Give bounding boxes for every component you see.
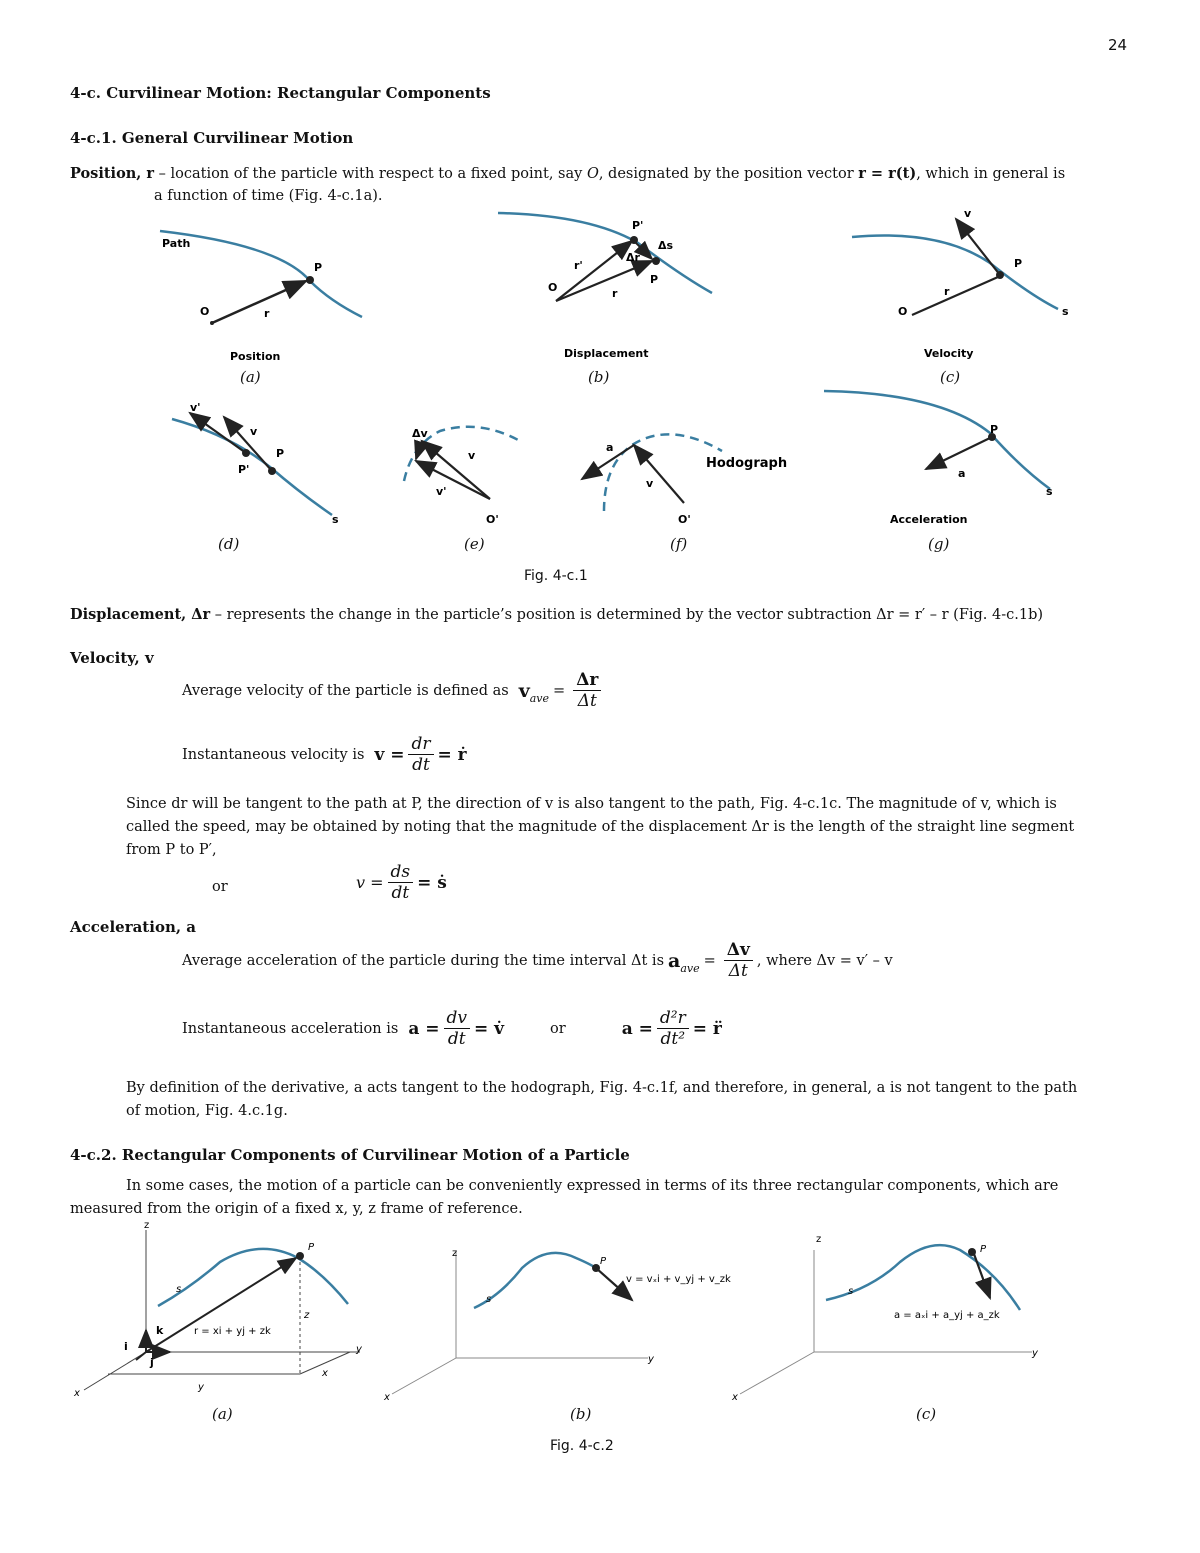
fig1-sub-c: (c) (940, 368, 961, 386)
label-x-b: x (384, 1392, 390, 1403)
label-k: k (156, 1324, 164, 1337)
position-eq: r = r(t) (858, 165, 917, 182)
fig2c-diagram (731, 1234, 1039, 1403)
label-o-c: O (898, 305, 908, 318)
inst-accel-or: or (550, 1020, 566, 1037)
label-r-eq: r = xi + yj + zk (194, 1326, 271, 1337)
label-a-f: a (606, 441, 614, 454)
position-text-1: – location of the particle with respect to a fixed point, say (154, 166, 587, 182)
avg-velocity-sub: ave (529, 692, 550, 705)
label-v-c: v (964, 207, 972, 220)
label-r-b: r (612, 287, 618, 300)
label-p-2b: P (600, 1256, 607, 1267)
label-o-prime-e: O' (486, 513, 499, 526)
speed-frac (388, 862, 414, 903)
fig1b-displacement-diagram (498, 213, 712, 360)
label-v-prime-d: v' (190, 401, 201, 414)
inst-accel2-rhs: = r̈ (692, 1018, 722, 1039)
label-p-c: P (1014, 257, 1023, 270)
fig1e-diagram (404, 427, 520, 526)
inst-accel-lhs: a = (408, 1018, 440, 1039)
label-p-prime-d: P' (238, 463, 250, 476)
label-p-d: P (276, 447, 285, 460)
fig1-caption: Fig. 4-c.1 (524, 568, 588, 584)
position-o: O (586, 166, 599, 182)
label-y-a: y (356, 1344, 362, 1355)
label-y-dim: y (198, 1382, 204, 1393)
label-p-g: P (990, 423, 999, 436)
fig1f-hodograph-diagram (582, 434, 787, 526)
label-p-2a: P (308, 1242, 315, 1253)
velocity-term: Velocity, v (70, 649, 154, 667)
label-s-c: s (1062, 305, 1069, 318)
avg-accel-where: , where Δv = v′ – v (756, 952, 893, 969)
avg-accel-frac (724, 940, 753, 981)
position-text-3: , which in general is (916, 166, 1066, 182)
fig1c-velocity-diagram (852, 207, 1069, 360)
inst-accel-den: dt (447, 1029, 466, 1049)
label-x-c: x (732, 1392, 738, 1403)
label-s-2b: s (486, 1294, 492, 1305)
avg-accel-den: Δt (728, 961, 748, 981)
rect-para-2: measured from the origin of a fixed x, y, z frame of reference. (70, 1201, 523, 1217)
section-title: 4-c. Curvilinear Motion: Rectangular Components (70, 84, 491, 102)
speed-den: dt (391, 883, 410, 903)
avg-accel-lhs: a (668, 949, 681, 972)
inst-velocity-rhs: = ṙ (437, 744, 467, 765)
label-y-b: y (648, 1354, 654, 1365)
fig2b-diagram (383, 1248, 731, 1403)
label-delta-r: Δr (626, 251, 640, 264)
label-x-dim: x (322, 1368, 328, 1379)
position-term: Position, r (70, 165, 155, 182)
inst-accel2-den: dt² (660, 1029, 686, 1049)
inst-velocity-den: dt (412, 755, 430, 775)
fig2-sub-a: (a) (212, 1405, 233, 1423)
avg-velocity-num: Δr (573, 670, 601, 691)
acceleration-term: Acceleration, a (70, 918, 197, 936)
fig1-sub-b: (b) (588, 368, 610, 386)
velocity-para-1: Since dr will be tangent to the path at P, the direction of v is also tangent to the path, Fig. 4-c.1c. The magnitude of v, which is (126, 796, 1057, 812)
label-r-c: r (944, 285, 950, 298)
inst-velocity-lhs: v = (374, 744, 405, 765)
fig1g-acceleration-diagram (824, 391, 1053, 526)
avg-velocity-frac (573, 670, 601, 711)
inst-accel-num: dv (444, 1008, 471, 1029)
inst-accel-frac (444, 1008, 471, 1049)
speed-eq (356, 862, 447, 903)
rect-para-1: In some cases, the motion of a particle can be conveniently expressed in terms of its three rectangular components, which are (126, 1178, 1059, 1194)
label-s-d: s (332, 513, 339, 526)
inst-accel-text: Instantaneous acceleration is (182, 1020, 399, 1037)
fig1d-diagram (172, 401, 339, 526)
avg-accel-eq: Average acceleration of the particle during the time interval Δt is a $_{ave}$ = $\frac{\Delta v}{\Delta t}$ , where Δv = v′ – v (182, 940, 893, 981)
accel-para-2: of motion, Fig. 4.c.1g. (126, 1103, 288, 1119)
inst-accel2-frac (657, 1008, 689, 1049)
label-i: i (124, 1340, 128, 1353)
inst-accel2-lhs: a = (621, 1018, 653, 1039)
figure-4c2 (60, 1218, 1060, 1408)
label-delta-s: Δs (658, 239, 674, 252)
avg-accel-num: Δv (724, 940, 753, 961)
label-p-prime: P' (632, 219, 644, 232)
avg-velocity-den: Δt (577, 691, 597, 711)
avg-velocity-lhs: v (518, 679, 530, 702)
label-velocity: Velocity (924, 347, 974, 360)
label-z-c: z (816, 1234, 822, 1245)
label-acceleration: Acceleration (890, 513, 968, 526)
fig1-sub-f: (f) (670, 535, 688, 553)
subsection-title-2: 4-c.2. Rectangular Components of Curvilinear Motion of a Particle (70, 1146, 630, 1164)
speed-lhs: v = (356, 873, 384, 892)
velocity-para-3: from P to P′, (126, 842, 217, 858)
label-v-e: v (468, 449, 476, 462)
subsection-title-1: 4-c.1. General Curvilinear Motion (70, 129, 354, 147)
label-hodograph: Hodograph (706, 456, 788, 471)
label-r-prime: r' (574, 259, 583, 272)
label-o: O (200, 305, 210, 318)
inst-accel2-num: d²r (657, 1008, 689, 1029)
avg-accel-text: Average acceleration of the particle during the time interval Δt is (182, 952, 665, 969)
inst-accel-eq (182, 1008, 722, 1049)
label-a-eq: a = aₓi + a_yj + a_zk (894, 1310, 1000, 1321)
displacement-paragraph (70, 603, 1043, 627)
label-delta-v-e: Δv (412, 427, 428, 440)
avg-accel-sub: ave (680, 962, 700, 975)
label-y-c: y (1032, 1348, 1038, 1359)
fig1-sub-a: (a) (240, 368, 261, 386)
label-v-f: v (646, 477, 654, 490)
label-p: P (314, 261, 323, 274)
label-v-prime-e: v' (436, 485, 447, 498)
label-s-g: s (1046, 485, 1053, 498)
page-number: 24 (1108, 36, 1128, 54)
label-x-a: x (74, 1388, 80, 1399)
label-v-eq: v = vₓi + v_yj + v_zk (626, 1274, 731, 1285)
label-v-d: v (250, 425, 258, 438)
label-s-2c: s (848, 1286, 854, 1297)
label-p-2c: P (980, 1244, 987, 1255)
label-p-b: P (650, 273, 659, 286)
label-z-dim: z (304, 1310, 310, 1321)
inst-accel-rhs: = v̇ (474, 1018, 505, 1039)
fig2-sub-c: (c) (916, 1405, 937, 1423)
label-s-2a: s (176, 1284, 182, 1295)
label-position: Position (230, 350, 281, 363)
fig2a-diagram (73, 1220, 363, 1399)
speed-rhs: = ṡ (417, 872, 447, 893)
displacement-term: Displacement, Δr (70, 606, 211, 623)
avg-velocity-eq: Average velocity of the particle is defined as v $_{ave}$ = $\frac{\Delta r}{\Delta t}$ (182, 670, 605, 711)
speed-or: or (212, 879, 228, 895)
fig2-sub-b: (b) (570, 1405, 592, 1423)
label-displacement: Displacement (564, 347, 649, 360)
label-z-b: z (452, 1248, 458, 1259)
position-paragraph-cont: a function of time (Fig. 4-c.1a). (154, 188, 383, 204)
fig1-sub-e: (e) (464, 535, 485, 553)
position-paragraph (70, 162, 1132, 186)
velocity-para-2: called the speed, may be obtained by noting that the magnitude of the displacement Δr is the length of the straight line segment (126, 819, 1075, 835)
inst-velocity-num: dr (408, 734, 433, 755)
label-o-b: O (548, 281, 558, 294)
accel-para-1: By definition of the derivative, a acts tangent to the hodograph, Fig. 4-c.1f, and therefore, in general, a is not tangent to the path (126, 1080, 1078, 1096)
speed-num: ds (388, 862, 414, 883)
inst-velocity-text: Instantaneous velocity is (182, 746, 365, 763)
label-path: Path (162, 237, 191, 250)
label-r: r (264, 307, 270, 320)
label-z-a: z (144, 1220, 150, 1231)
inst-velocity-frac (408, 734, 433, 775)
inst-velocity-eq (182, 734, 467, 775)
fig1a-position-diagram (160, 231, 362, 363)
fig2-caption: Fig. 4-c.2 (550, 1438, 614, 1454)
label-a-g: a (958, 467, 966, 480)
label-o-prime-f: O' (678, 513, 691, 526)
label-j: j (150, 1356, 154, 1369)
position-text-2: , designated by the position vector (598, 166, 859, 182)
avg-velocity-text: Average velocity of the particle is defined as (182, 682, 509, 699)
fig1-sub-g: (g) (928, 535, 950, 553)
fig1-sub-d: (d) (218, 535, 240, 553)
displacement-text: – represents the change in the particle’s position is determined by the vector subtraction Δr = r′ – r (Fig. 4-c.1b) (210, 607, 1044, 623)
